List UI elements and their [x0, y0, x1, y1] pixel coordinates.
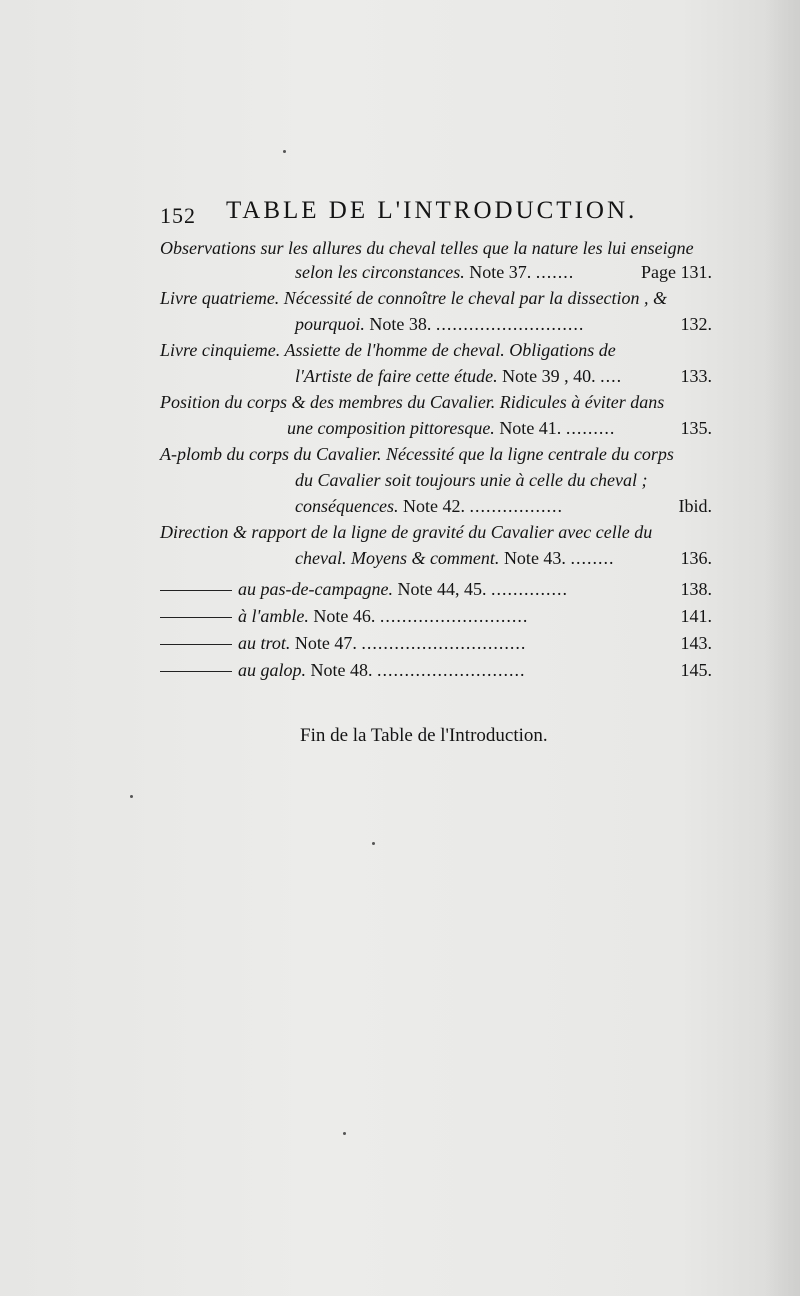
toc-entry-line: pourquoi. Note 38. ........................... 132.: [295, 311, 712, 337]
page-reference: Ibid.: [678, 496, 712, 516]
running-title: TABLE DE L'INTRODUCTION.: [226, 197, 638, 224]
dash-rule: [160, 644, 232, 645]
page-reference: 145.: [680, 660, 712, 680]
dash-rule: [160, 590, 232, 591]
toc-sub-entry: au trot. Note 47. .............................. 143.: [160, 630, 712, 656]
toc-entry-line: conséquences. Note 42. ................. Ibid.: [295, 493, 712, 519]
page-number: 152: [160, 203, 196, 228]
page-header: [160, 197, 660, 233]
end-of-table-text: Fin de la Table de l'Introduction.: [300, 725, 548, 746]
paper-speck: [283, 150, 286, 153]
page-reference: 136.: [680, 548, 712, 568]
paper-speck: [130, 795, 133, 798]
toc-entry-line: Position du corps & des membres du Cavalier. Ridicules à éviter dans: [160, 392, 665, 412]
toc-entry-line: A-plomb du corps du Cavalier. Nécessité que la ligne centrale du corps: [160, 444, 674, 464]
page-edge-shadow: [766, 0, 800, 1296]
toc-entry-line: une composition pittoresque. Note 41. ......... 135.: [287, 415, 712, 441]
dash-rule: [160, 671, 232, 672]
toc-sub-entry: à l'amble. Note 46. ........................... 141.: [160, 603, 712, 629]
toc-entry-line: du Cavalier soit toujours unie à celle du cheval ;: [295, 470, 648, 490]
page-reference: Page 131.: [641, 262, 712, 282]
paper-speck: [343, 1132, 346, 1135]
toc-entry-line: Livre cinquieme. Assiette de l'homme de cheval. Obligations de: [160, 340, 616, 360]
page-reference: 141.: [680, 606, 712, 626]
page-reference: 132.: [680, 314, 712, 334]
page-reference: 135.: [680, 418, 712, 438]
page-reference: 133.: [680, 366, 712, 386]
page-reference: 143.: [680, 633, 712, 653]
toc-sub-entry: au galop. Note 48. ........................... 145.: [160, 657, 712, 683]
toc-entry-line: l'Artiste de faire cette étude. Note 39 , 40. .... 133.: [295, 363, 712, 389]
toc-sub-entry: au pas-de-campagne. Note 44, 45. .............. 138.: [160, 576, 712, 602]
page-reference: 138.: [680, 579, 712, 599]
dash-rule: [160, 617, 232, 618]
toc-entry-line: cheval. Moyens & comment. Note 43. ........ 136.: [295, 545, 712, 571]
toc-entry-line: Observations sur les allures du cheval telles que la nature les lui enseigne: [160, 238, 694, 258]
paper-speck: [372, 842, 375, 845]
toc-entry-line: Livre quatrieme. Nécessité de connoître le cheval par la dissection , &: [160, 288, 668, 308]
toc-entry-line: Direction & rapport de la ligne de gravité du Cavalier avec celle du: [160, 522, 653, 542]
toc-entry-line: selon les circonstances. Note 37. ....... Page 131.: [295, 259, 712, 285]
